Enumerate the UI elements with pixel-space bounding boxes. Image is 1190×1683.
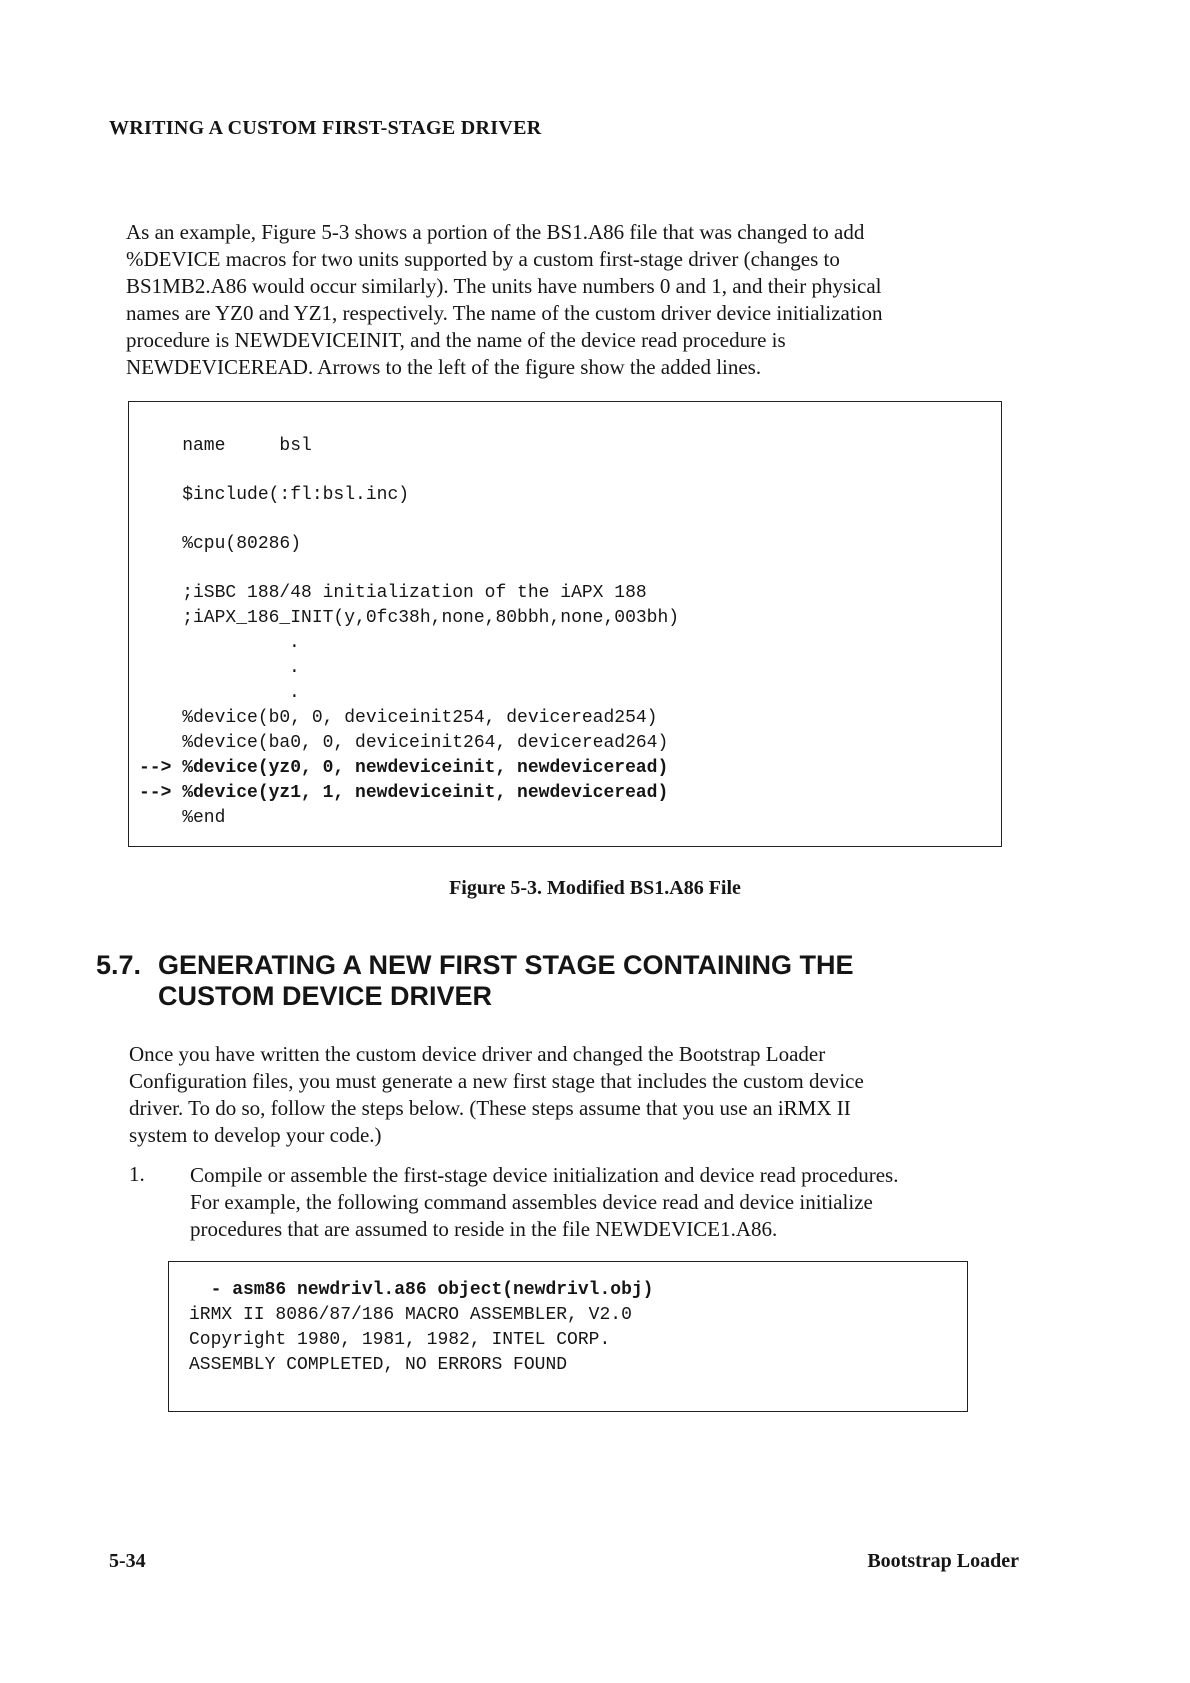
ellipsis-dot: .: [289, 633, 300, 653]
output-line: ASSEMBLY COMPLETED, NO ERRORS FOUND: [189, 1355, 568, 1375]
code-line-device: %device(b0, 0, deviceinit254, deviceread254): [139, 708, 658, 728]
code-line-device: %device(ba0, 0, deviceinit264, deviceread264): [139, 733, 669, 753]
step-number: 1.: [129, 1162, 145, 1186]
command-line: - asm86 newdrivl.a86 object(newdrivl.obj): [189, 1280, 654, 1300]
ellipsis-dot: .: [289, 683, 300, 703]
code-line-cpu: %cpu(80286): [139, 534, 302, 554]
code-line-comment: ;iSBC 188/48 initialization of the iAPX 188: [139, 583, 647, 603]
figure-caption: Figure 5-3. Modified BS1.A86 File: [449, 877, 741, 899]
body-paragraph: Once you have written the custom device driver and changed the Bootstrap Loader Configuration files, you must generate a new first stage that includes the custom device driver. To do so, follow the steps below. (These steps assume that you use an iRMX II system to develop your code.): [129, 1042, 864, 1147]
output-line: Copyright 1980, 1981, 1982, INTEL CORP.: [189, 1330, 611, 1350]
code-line-added-device: --> %device(yz0, 0, newdeviceinit, newdeviceread): [139, 758, 669, 778]
intro-paragraph: As an example, Figure 5-3 shows a portion of the BS1.A86 file that was changed to add %DEVICE macros for two units supported by a custom first-stage driver (changes to BS1MB2.A86 would occur similarly). The units have numbers 0 and 1, and their physical names are YZ0 and YZ1, respectively. The name of the custom driver device initialization procedure is NEWDEVICEINIT, and the name of the device read procedure is NEWDEVICEREAD. Arrows to the left of the figure show the added lines.: [126, 220, 883, 379]
command-output-box: [168, 1261, 968, 1412]
code-line-added-device: --> %device(yz1, 1, newdeviceinit, newdeviceread): [139, 783, 669, 803]
running-head: WRITING A CUSTOM FIRST-STAGE DRIVER: [109, 117, 542, 139]
step-text: Compile or assemble the first-stage device initialization and device read procedures. For example, the following command assembles device read and device initialize procedures that are assumed to reside in the file NEWDEVICE1.A86.: [190, 1163, 899, 1241]
code-line-name: name bsl: [139, 436, 312, 456]
output-line: iRMX II 8086/87/186 MACRO ASSEMBLER, V2.0: [189, 1305, 632, 1325]
code-line-include: $include(:fl:bsl.inc): [139, 485, 410, 505]
manual-title: Bootstrap Loader: [867, 1550, 1019, 1572]
code-line-comment: ;iAPX_186_INIT(y,0fc38h,none,80bbh,none,003bh): [139, 608, 680, 628]
code-listing: [139, 434, 679, 831]
code-line-end: %end: [139, 808, 226, 828]
section-number: 5.7.: [96, 950, 142, 980]
section-title: GENERATING A NEW FIRST STAGE CONTAINING THE CUSTOM DEVICE DRIVER: [158, 950, 854, 1011]
page-number: 5-34: [109, 1550, 146, 1572]
ellipsis-dot: .: [289, 658, 300, 678]
figure-code-listing: [128, 401, 1002, 847]
command-listing: [189, 1278, 653, 1378]
